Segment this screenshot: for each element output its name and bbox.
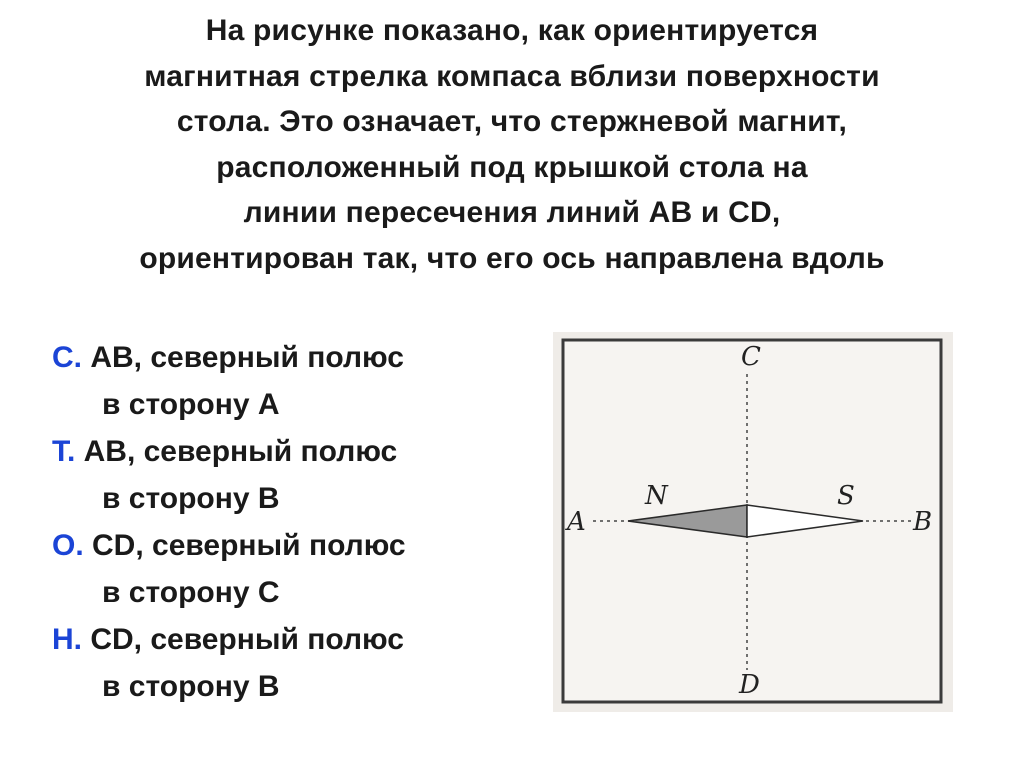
answer-text-continued: в сторону А bbox=[102, 388, 280, 421]
answer-text-continued: в сторону В bbox=[102, 482, 280, 515]
compass-figure bbox=[553, 332, 953, 712]
answer-letter: О. bbox=[52, 529, 84, 562]
label-n: N bbox=[645, 481, 668, 511]
answer-options bbox=[52, 334, 542, 710]
answer-text-continued: в сторону С bbox=[102, 576, 280, 609]
question-line-4: расположенный под крышкой стола на bbox=[216, 150, 808, 184]
answer-text: CD, северный полюс bbox=[83, 529, 406, 562]
answer-text: АВ, северный полюс bbox=[82, 341, 404, 374]
answer-option-o[interactable] bbox=[52, 522, 542, 616]
question-line-6: ориентирован так, что его ось направлена вдоль bbox=[139, 241, 885, 275]
label-c: C bbox=[741, 342, 761, 372]
answer-letter: С. bbox=[52, 341, 82, 374]
question-line-5: линии пересечения линий АВ и CD, bbox=[243, 196, 781, 229]
answer-option-c[interactable] bbox=[52, 334, 542, 428]
label-a: A bbox=[567, 507, 586, 537]
label-b: B bbox=[913, 507, 933, 537]
compass-diagram bbox=[553, 332, 953, 712]
question-line-3: стола. Это означает, что стержневой магнит, bbox=[176, 105, 848, 138]
answer-text-continued: в сторону В bbox=[102, 670, 280, 703]
label-s: S bbox=[837, 481, 855, 511]
question-text bbox=[12, 8, 1012, 281]
answer-text: АВ, северный полюс bbox=[75, 435, 398, 468]
answer-letter: Н. bbox=[52, 623, 82, 656]
answer-option-t[interactable] bbox=[52, 428, 542, 522]
answer-letter: Т. bbox=[52, 435, 76, 468]
question-line-1: На рисунке показано, как ориентируется bbox=[205, 14, 819, 47]
label-d: D bbox=[739, 670, 760, 700]
answer-option-n[interactable] bbox=[52, 616, 542, 710]
question-line-2: магнитная стрелка компаса вблизи поверхности bbox=[144, 59, 880, 93]
answer-text: CD, северный полюс bbox=[82, 623, 404, 656]
